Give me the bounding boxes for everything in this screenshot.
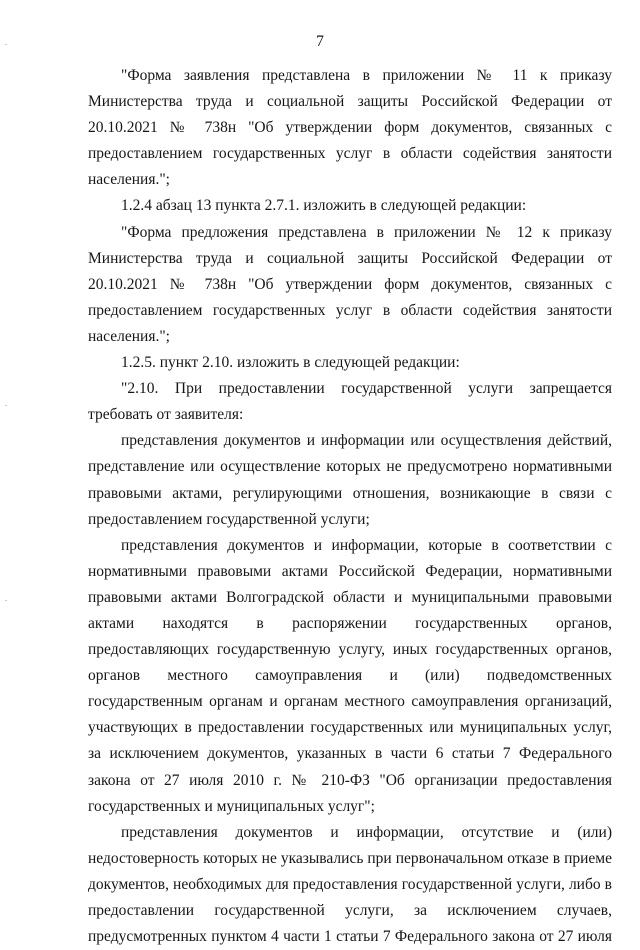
- paragraph-prohibition-actions: представления документов и информации или осуществления действий, представление или осуществление которых не предусмотрено нормативными правовыми актами, регулирующими отношения, возникающие в связи с предоставлением государственной услуги;: [88, 432, 612, 528]
- scan-margin-mark: [5, 405, 7, 406]
- scan-margin-mark: [5, 600, 7, 601]
- paragraph-item-1-2-4: 1.2.4 абзац 13 пункта 2.7.1. изложить в следующей редакции:: [121, 197, 527, 215]
- page-number: 7: [316, 33, 324, 50]
- paragraph-item-1-2-5: 1.2.5. пункт 2.10. изложить в следующей редакции:: [121, 354, 460, 372]
- paragraph-prohibition-missing-info: представления документов и информации, отсутствие и (или) недостоверность которых не указывались при первоначальном отказе в приеме документов, необходимых для предоставления государственной услуги, либо в предоставлении государственной услуги, за исключением случаев, предусмотренных пунктом 4 части 1 статьи 7 Федерального закона от 27 июля: [88, 823, 612, 946]
- paragraph-application-form: "Форма заявления представлена в приложении № 11 к приказу Министерства труда и социальной защиты Российской Федерации от 20.10.2021 № 738н "Об утверждении форм документов, связанных с предоставлением государственных услуг в области содействия занятости населения.";: [88, 67, 612, 189]
- document-body: [88, 63, 612, 950]
- paragraph-prohibition-documents: представления документов и информации, которые в соответствии с нормативными правовыми актами Российской Федерации, нормативными правовыми актами Волгоградской области и муниципальными правовыми актами находятся в распоряжении государственных органов, предоставляющих государственную услугу, иных государственных органов, органов местного самоуправления и (или) подведомственных государственным органам и органам местного самоуправления организаций, участвующих в предоставлении государственных или муниципальных услуг, за исключением документов, указанных в части 6 статьи 7 Федерального закона от 27 июля 2010 г. № 210-ФЗ "Об организации предоставления государственных и муниципальных услуг";: [88, 536, 612, 815]
- paragraph-item-2-10: "2.10. При предоставлении государственной услуги запрещается требовать от заявителя:: [88, 380, 612, 424]
- paragraph-proposal-form: "Форма предложения представлена в приложении № 12 к приказу Министерства труда и социальной защиты Российской Федерации от 20.10.2021 № 738н "Об утверждении форм документов, связанных с предоставлением государственных услуг в области содействия занятости населения.";: [88, 223, 612, 345]
